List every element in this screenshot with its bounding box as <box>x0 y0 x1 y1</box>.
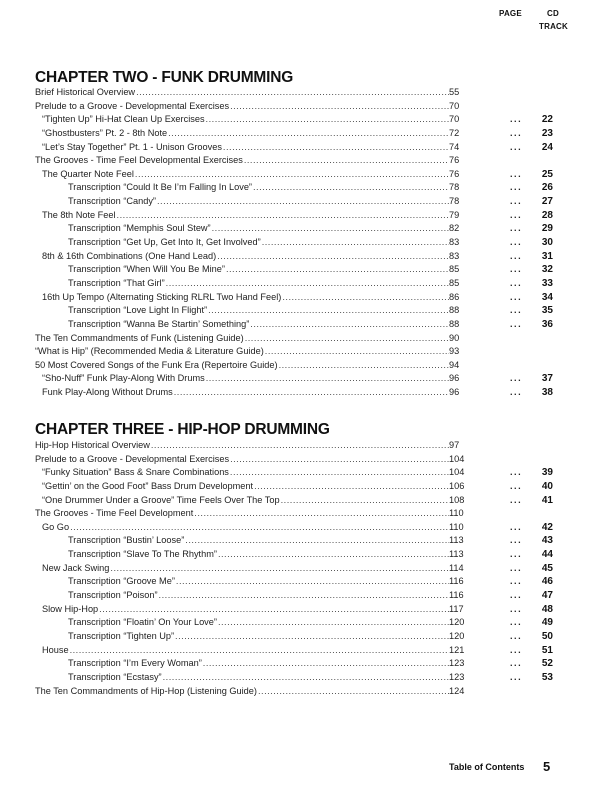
toc-entry[interactable] <box>35 332 555 346</box>
toc-entry-cd-track: 39 <box>541 467 553 479</box>
toc-entry-text: Hip-Hop Historical Overview <box>35 440 150 450</box>
toc-entry-title <box>35 453 449 467</box>
dot-leader <box>253 181 449 195</box>
toc-entry-cd-track: 49 <box>541 617 553 629</box>
toc-entry[interactable] <box>35 250 555 264</box>
toc-entry-cd-track: 53 <box>541 671 553 683</box>
dot-leader <box>254 480 449 494</box>
toc-entry-cd-track: 48 <box>541 603 553 615</box>
track-separator: ... <box>510 291 523 302</box>
toc-entry-title <box>68 657 449 671</box>
dot-leader <box>185 534 449 548</box>
track-separator: ... <box>510 603 523 614</box>
toc-entry[interactable] <box>35 630 555 644</box>
toc-entry-title <box>68 616 449 630</box>
toc-entry[interactable] <box>35 603 555 617</box>
toc-entry-text: 16th Up Tempo (Alternating Sticking RLRL Two Hand Feel) <box>42 291 282 302</box>
toc-entry-title <box>68 263 449 277</box>
track-separator: ... <box>510 373 523 384</box>
toc-entry-title <box>68 277 449 291</box>
track-separator: ... <box>510 318 523 329</box>
toc-entry[interactable] <box>35 291 555 305</box>
toc-entry-page: 79 <box>449 209 460 220</box>
toc-entry-cd-track: 28 <box>541 209 553 221</box>
toc-entry-page: 97 <box>449 440 460 450</box>
toc-entry-text: New Jack Swing <box>42 562 110 573</box>
toc-entry-page: 85 <box>449 264 460 275</box>
toc-entry-text: “What is Hip” (Recommended Media & Literature Guide) <box>35 346 264 357</box>
toc-entry-page: 86 <box>449 291 460 302</box>
toc-entry[interactable] <box>35 345 555 359</box>
dot-leader <box>203 657 449 671</box>
toc-entry-page: 116 <box>449 576 464 587</box>
toc-entry-text: Go Go <box>42 521 70 532</box>
track-separator: ... <box>510 264 523 275</box>
toc-entry-title <box>42 209 449 223</box>
toc-entry-text: “Funky Situation” Bass & Snare Combinations <box>42 467 229 478</box>
toc-entry-title <box>68 195 449 209</box>
toc-entry-title <box>42 644 449 658</box>
toc-entry-title <box>68 222 449 236</box>
toc-entry-title <box>35 345 449 359</box>
dot-leader <box>166 277 449 291</box>
toc-entry-text: Transcription “Bustin’ Loose” <box>68 535 185 546</box>
toc-entry-cd-track: 52 <box>541 658 553 670</box>
toc-entry-cd-track: 46 <box>541 576 553 588</box>
toc-entry[interactable] <box>35 671 555 685</box>
dot-leader <box>168 127 449 141</box>
track-separator: ... <box>510 182 523 193</box>
toc-entry-title <box>68 304 449 318</box>
dot-leader <box>230 466 449 480</box>
chapter-three-toc <box>35 439 555 698</box>
toc-entry[interactable] <box>35 181 555 195</box>
toc-entry-page: 88 <box>449 305 460 316</box>
toc-entry-cd-track: 43 <box>541 535 553 547</box>
toc-entry-title <box>35 332 449 346</box>
toc-entry-page: 120 <box>449 630 465 641</box>
toc-entry[interactable] <box>35 480 555 494</box>
toc-entry-page: 94 <box>449 359 460 370</box>
toc-entry-title <box>35 86 449 100</box>
toc-entry[interactable] <box>35 277 555 291</box>
toc-entry[interactable] <box>35 386 555 400</box>
toc-entry-title <box>35 154 449 168</box>
dot-leader <box>281 494 449 508</box>
toc-entry-page: 55 <box>449 87 460 97</box>
toc-entry[interactable] <box>35 466 555 480</box>
track-separator: ... <box>510 141 523 152</box>
toc-entry-page: 113 <box>449 549 464 560</box>
toc-entry[interactable] <box>35 113 555 127</box>
toc-entry-cd-track: 34 <box>541 291 553 303</box>
toc-entry-page: 120 <box>449 617 465 628</box>
cd-column-header: CD <box>547 9 559 18</box>
toc-entry-page: 110 <box>449 508 464 519</box>
toc-entry-page: 78 <box>449 196 460 207</box>
toc-entry-text: “Let’s Stay Together” Pt. 1 - Unison Grooves <box>42 141 222 152</box>
toc-entry-page: 110 <box>449 521 464 532</box>
track-separator: ... <box>510 209 523 220</box>
toc-entry[interactable] <box>35 168 555 182</box>
dot-leader <box>230 100 449 114</box>
toc-entry-cd-track: 27 <box>541 196 553 208</box>
toc-entry-text: Transcription “Candy” <box>68 196 156 207</box>
toc-entry-text: Transcription “When Will You Be Mine” <box>68 264 225 275</box>
toc-entry-cd-track: 47 <box>541 590 553 602</box>
toc-entry-title <box>42 372 449 386</box>
toc-entry-text: The 8th Note Feel <box>42 209 116 220</box>
track-separator: ... <box>510 590 523 601</box>
toc-entry-text: Transcription “I’m Every Woman” <box>68 658 202 669</box>
toc-entry-title <box>68 236 449 250</box>
toc-entry-page: 113 <box>449 535 464 546</box>
track-separator: ... <box>510 277 523 288</box>
dot-leader <box>212 222 449 236</box>
toc-entry[interactable] <box>35 534 555 548</box>
toc-entry-page: 70 <box>449 100 460 111</box>
toc-entry-text: Transcription “Slave To The Rhythm” <box>68 549 217 560</box>
toc-entry-title <box>35 685 449 699</box>
toc-entry-title <box>68 548 449 562</box>
dot-leader <box>206 372 449 386</box>
dot-leader <box>244 154 449 168</box>
toc-entry-text: House <box>42 644 69 655</box>
toc-entry-text: The Grooves - Time Feel Development <box>35 508 194 519</box>
track-separator: ... <box>510 237 523 248</box>
toc-entry-page: 117 <box>449 603 464 614</box>
toc-entry-title <box>42 113 449 127</box>
track-separator: ... <box>510 387 523 398</box>
toc-entry[interactable] <box>35 209 555 223</box>
toc-entry-title <box>68 534 449 548</box>
toc-entry-page: 96 <box>449 373 460 384</box>
dot-leader <box>218 616 449 630</box>
toc-entry-page: 114 <box>449 562 464 573</box>
toc-entry-page: 83 <box>449 250 460 261</box>
dot-leader <box>163 671 449 685</box>
toc-entry-text: Transcription “Love Light In Flight” <box>68 305 208 316</box>
toc-entry-cd-track: 51 <box>541 644 553 656</box>
toc-entry-title <box>42 291 449 305</box>
dot-leader <box>151 439 449 453</box>
toc-entry-text: Slow Hip-Hop <box>42 603 99 614</box>
toc-entry-cd-track: 45 <box>541 562 553 574</box>
toc-entry-title <box>42 127 449 141</box>
toc-entry-cd-track: 35 <box>541 305 553 317</box>
toc-entry-cd-track: 32 <box>541 264 553 276</box>
page-column-header: PAGE <box>499 9 522 18</box>
toc-entry-text: Transcription “Wanna Be Startin’ Something” <box>68 318 250 329</box>
dot-leader <box>194 507 449 521</box>
toc-entry[interactable] <box>35 195 555 209</box>
toc-entry-title <box>68 630 449 644</box>
toc-entry-page: 72 <box>449 127 460 138</box>
track-column-header: TRACK <box>539 22 568 31</box>
toc-entry-cd-track: 42 <box>541 521 553 533</box>
dot-leader <box>208 304 449 318</box>
dot-leader <box>258 685 449 699</box>
dot-leader <box>174 386 449 400</box>
dot-leader <box>245 332 449 346</box>
toc-entry-title <box>42 386 449 400</box>
toc-entry[interactable] <box>35 548 555 562</box>
dot-leader <box>217 250 449 264</box>
track-separator: ... <box>510 196 523 207</box>
toc-entry-text: Transcription “That Girl” <box>68 277 165 288</box>
toc-entry-text: Transcription “Could It Be I’m Falling In Love” <box>68 182 252 193</box>
toc-entry-title <box>35 100 449 114</box>
toc-entry-title <box>68 181 449 195</box>
track-separator: ... <box>510 114 523 125</box>
dot-leader <box>70 644 449 658</box>
toc-entry-cd-track: 24 <box>541 141 553 153</box>
dot-leader <box>117 209 449 223</box>
toc-entry-title <box>42 562 449 576</box>
track-separator: ... <box>510 576 523 587</box>
dot-leader <box>250 318 449 332</box>
chapter-three-title: CHAPTER THREE - HIP-HOP DRUMMING <box>35 421 330 438</box>
toc-entry[interactable] <box>35 222 555 236</box>
toc-entry-cd-track: 41 <box>541 494 553 506</box>
dot-leader <box>176 575 449 589</box>
toc-entry-text: Transcription “Ecstasy” <box>68 671 162 682</box>
toc-entry-page: 104 <box>449 467 465 478</box>
toc-entry[interactable] <box>35 372 555 386</box>
toc-entry-text: “Sho-Nuff” Funk Play-Along With Drums <box>42 373 205 384</box>
track-separator: ... <box>510 223 523 234</box>
toc-entry-cd-track: 36 <box>541 318 553 330</box>
toc-entry[interactable] <box>35 685 555 699</box>
dot-leader <box>135 168 449 182</box>
toc-entry-cd-track: 50 <box>541 630 553 642</box>
toc-entry[interactable] <box>35 318 555 332</box>
toc-entry-page: 123 <box>449 658 465 669</box>
toc-entry[interactable] <box>35 439 555 453</box>
toc-entry-cd-track: 23 <box>541 127 553 139</box>
toc-entry-page: 124 <box>449 685 465 696</box>
toc-entry[interactable] <box>35 86 555 100</box>
dot-leader <box>206 113 449 127</box>
dot-leader <box>70 521 449 535</box>
chapter-two-title: CHAPTER TWO - FUNK DRUMMING <box>35 69 294 86</box>
toc-entry[interactable] <box>35 141 555 155</box>
track-separator: ... <box>510 494 523 505</box>
track-separator: ... <box>510 168 523 179</box>
dot-leader <box>279 359 449 373</box>
dot-leader <box>223 141 449 155</box>
track-separator: ... <box>510 658 523 669</box>
track-separator: ... <box>510 521 523 532</box>
toc-entry-page: 108 <box>449 494 465 505</box>
toc-entry-page: 123 <box>449 671 465 682</box>
toc-entry-title <box>68 589 449 603</box>
toc-entry-page: 76 <box>449 155 460 166</box>
toc-entry-text: Transcription “Poison” <box>68 590 158 601</box>
toc-entry[interactable] <box>35 359 555 373</box>
toc-entry-cd-track: 29 <box>541 223 553 235</box>
toc-entry-title <box>42 603 449 617</box>
toc-entry-text: “One Drummer Under a Groove” Time Feels Over The Top <box>42 494 280 505</box>
toc-entry[interactable] <box>35 100 555 114</box>
toc-entry-text: The Grooves - Time Feel Developmental Exercises <box>35 155 243 166</box>
track-separator: ... <box>510 549 523 560</box>
toc-entry-page: 78 <box>449 182 460 193</box>
toc-entry-title <box>42 494 449 508</box>
toc-entry-text: Transcription “Floatin’ On Your Love” <box>68 617 217 628</box>
toc-entry-text: 8th & 16th Combinations (One Hand Lead) <box>42 250 217 261</box>
dot-leader <box>99 603 449 617</box>
track-separator: ... <box>510 644 523 655</box>
track-separator: ... <box>510 127 523 138</box>
toc-entry-cd-track: 37 <box>541 373 553 385</box>
toc-entry[interactable] <box>35 507 555 521</box>
footer-section-label: Table of Contents <box>449 762 525 772</box>
toc-entry-text: Transcription “Groove Me” <box>68 576 175 587</box>
toc-entry-text: “Ghostbusters” Pt. 2 - 8th Note <box>42 127 168 138</box>
toc-entry-cd-track: 25 <box>541 168 553 180</box>
dot-leader <box>265 345 449 359</box>
toc-entry-title <box>68 671 449 685</box>
track-separator: ... <box>510 671 523 682</box>
toc-entry-page: 90 <box>449 332 460 343</box>
toc-entry-text: Brief Historical Overview <box>35 87 136 97</box>
toc-entry-cd-track: 22 <box>541 114 553 126</box>
toc-entry-page: 83 <box>449 237 460 248</box>
toc-entry-page: 106 <box>449 480 465 491</box>
toc-entry[interactable] <box>35 127 555 141</box>
toc-entry[interactable] <box>35 589 555 603</box>
toc-entry-text: Prelude to a Groove - Developmental Exercises <box>35 100 230 111</box>
toc-entry-page: 116 <box>449 590 464 601</box>
toc-entry[interactable] <box>35 304 555 318</box>
track-separator: ... <box>510 467 523 478</box>
toc-entry-cd-track: 30 <box>541 237 553 249</box>
toc-entry-text: The Quarter Note Feel <box>42 168 134 179</box>
toc-entry-text: Prelude to a Groove - Developmental Exercises <box>35 453 230 464</box>
toc-entry[interactable] <box>35 154 555 168</box>
dot-leader <box>230 453 449 467</box>
dot-leader <box>282 291 449 305</box>
toc-entry[interactable] <box>35 236 555 250</box>
toc-entry-text: “Tighten Up” Hi-Hat Clean Up Exercises <box>42 114 205 125</box>
toc-entry-cd-track: 38 <box>541 387 553 399</box>
toc-entry-cd-track: 33 <box>541 277 553 289</box>
toc-entry-cd-track: 26 <box>541 182 553 194</box>
track-separator: ... <box>510 305 523 316</box>
track-separator: ... <box>510 562 523 573</box>
dot-leader <box>110 562 449 576</box>
footer-page-number: 5 <box>543 759 551 774</box>
toc-entry[interactable] <box>35 494 555 508</box>
toc-entry-text: The Ten Commandments of Hip-Hop (Listening Guide) <box>35 685 257 696</box>
track-separator: ... <box>510 630 523 641</box>
toc-entry-page: 88 <box>449 318 460 329</box>
toc-entry-text: Transcription “Get Up, Get Into It, Get Involved” <box>68 237 261 248</box>
toc-entry[interactable] <box>35 453 555 467</box>
toc-entry-title <box>68 318 449 332</box>
dot-leader <box>218 548 449 562</box>
toc-entry-title <box>42 168 449 182</box>
toc-entry-text: The Ten Commandments of Funk (Listening Guide) <box>35 332 244 343</box>
toc-entry-title <box>42 141 449 155</box>
track-separator: ... <box>510 535 523 546</box>
toc-entry-title <box>68 575 449 589</box>
toc-entry-title <box>42 521 449 535</box>
toc-entry-page: 85 <box>449 277 460 288</box>
toc-entry-title <box>42 250 449 264</box>
toc-entry-cd-track: 44 <box>541 549 553 561</box>
toc-entry-page: 96 <box>449 387 460 398</box>
toc-entry-cd-track: 40 <box>541 480 553 492</box>
toc-entry-page: 76 <box>449 168 460 179</box>
toc-entry[interactable] <box>35 263 555 277</box>
dot-leader <box>136 86 449 100</box>
toc-entry-text: Transcription “Tighten Up” <box>68 630 175 641</box>
dot-leader <box>157 195 449 209</box>
dot-leader <box>226 263 449 277</box>
toc-entry-page: 121 <box>449 644 465 655</box>
dot-leader <box>262 236 449 250</box>
toc-entry[interactable] <box>35 521 555 535</box>
toc-entry[interactable] <box>35 644 555 658</box>
dot-leader <box>159 589 449 603</box>
toc-entry-page: 70 <box>449 114 460 125</box>
toc-entry-title <box>42 480 449 494</box>
toc-entry[interactable] <box>35 657 555 671</box>
toc-entry-text: 50 Most Covered Songs of the Funk Era (Repertoire Guide) <box>35 359 278 370</box>
toc-entry[interactable] <box>35 575 555 589</box>
track-separator: ... <box>510 250 523 261</box>
toc-entry-page: 93 <box>449 346 460 357</box>
chapter-two-toc <box>35 86 555 400</box>
toc-entry-title <box>35 359 449 373</box>
toc-entry-page: 82 <box>449 223 460 234</box>
track-separator: ... <box>510 617 523 628</box>
toc-entry-text: Transcription “Memphis Soul Stew” <box>68 223 211 234</box>
toc-entry[interactable] <box>35 616 555 630</box>
toc-entry-title <box>35 439 449 453</box>
toc-entry-page: 74 <box>449 141 460 152</box>
toc-entry-title <box>42 466 449 480</box>
toc-entry[interactable] <box>35 562 555 576</box>
toc-entry-text: Funk Play-Along Without Drums <box>42 387 173 398</box>
toc-entry-cd-track: 31 <box>541 250 553 262</box>
toc-entry-title <box>35 507 449 521</box>
toc-entry-text: “Gettin’ on the Good Foot” Bass Drum Development <box>42 480 254 491</box>
toc-entry-page: 104 <box>449 453 465 464</box>
track-separator: ... <box>510 480 523 491</box>
dot-leader <box>175 630 449 644</box>
